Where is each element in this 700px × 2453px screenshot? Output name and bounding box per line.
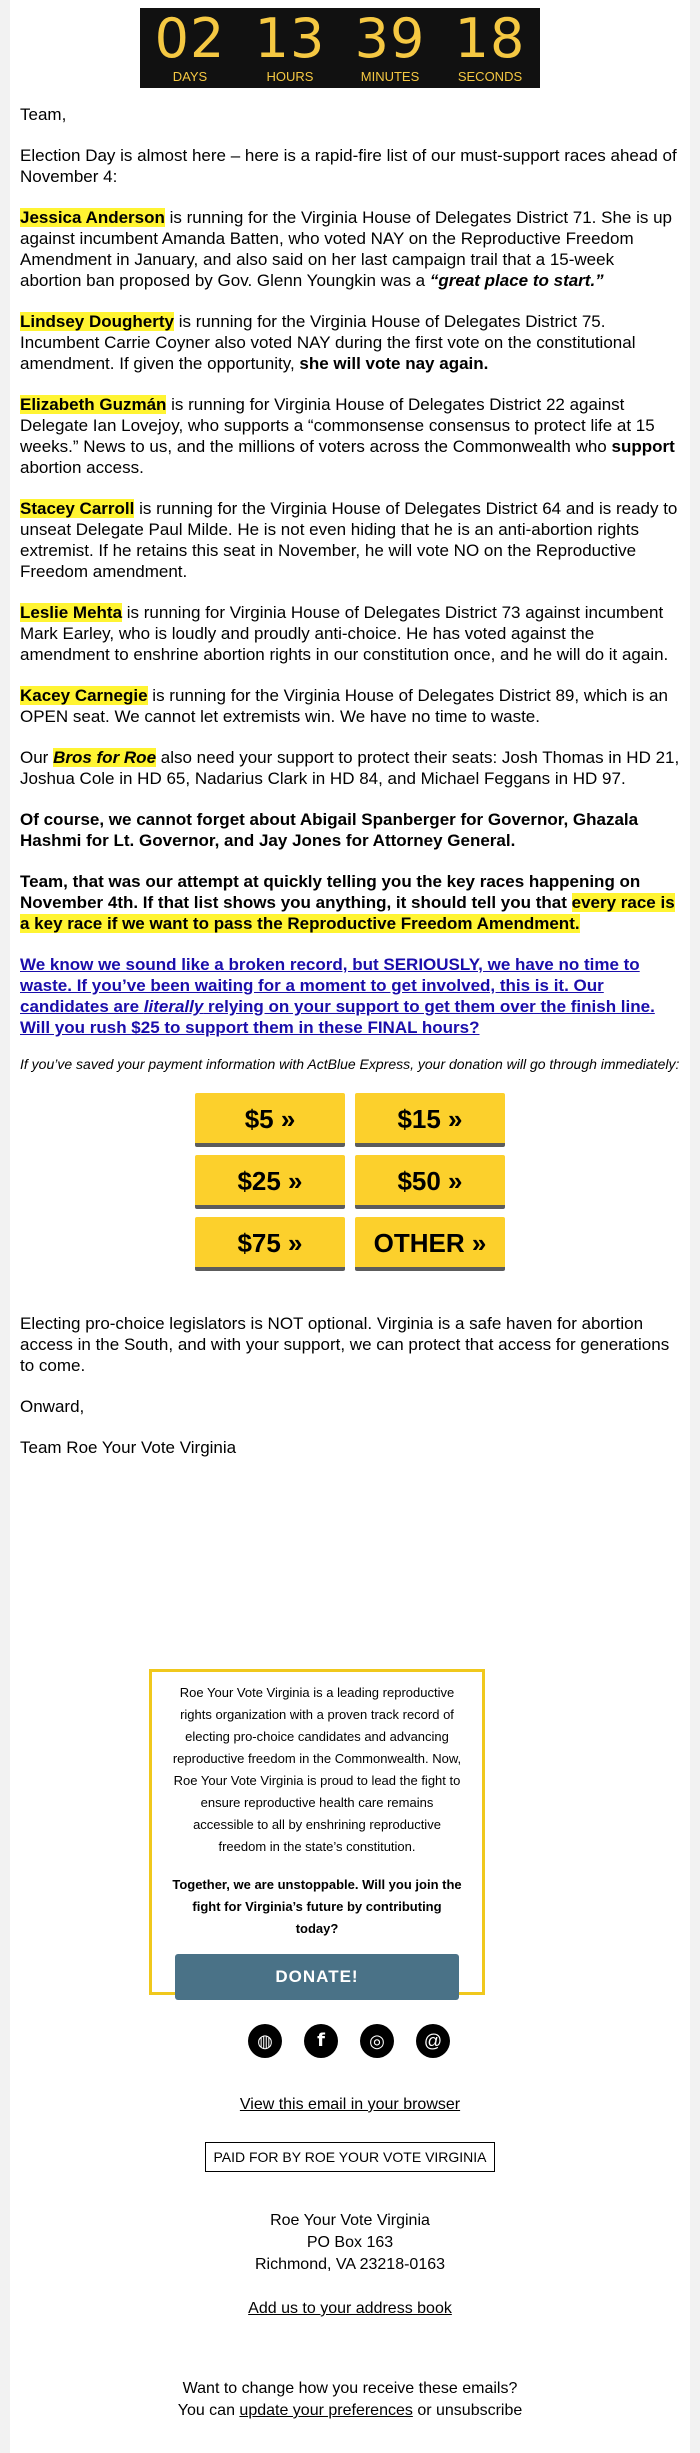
candidate-name: Jessica Anderson bbox=[20, 208, 165, 227]
bros-highlight: Bros for Roe bbox=[53, 748, 157, 767]
race-item bbox=[20, 602, 680, 665]
preferences-question: Want to change how you receive these emails? bbox=[182, 2380, 518, 2397]
race-text: is running for the Virginia House of Delegates District 71. She is up against incumbent Amanda Batten, who voted NAY on the Reproductive Freedom Amendment in January, and also said on her last campaign trail that a 15-week abortion ban proposed by Gov. Glenn Youngkin was a bbox=[20, 208, 673, 290]
signature: Team Roe Your Vote Virginia bbox=[20, 1438, 237, 1457]
countdown-days bbox=[140, 8, 240, 88]
threads-icon[interactable]: @ bbox=[416, 2024, 450, 2058]
donate-other-button[interactable]: OTHER » bbox=[355, 1217, 505, 1271]
race-item bbox=[20, 207, 680, 291]
bros-post: also need your support to protect their seats: Josh Thomas in HD 21, Joshua Cole in HD 65, Nadarius Clark in HD 84, and Michael Feggans in HD 97. bbox=[20, 748, 680, 788]
preferences-section bbox=[10, 2378, 690, 2422]
appeal-post: relying on your support to get them over the finish line. Will you rush $25 to support them in these FINAL hours? bbox=[20, 997, 655, 1037]
donate-5-button[interactable]: $5 » bbox=[195, 1093, 345, 1147]
countdown-hours bbox=[240, 8, 340, 88]
seconds-value: 18 bbox=[454, 7, 526, 70]
candidate-name: Elizabeth Guzmán bbox=[20, 395, 167, 414]
address-line: Roe Your Vote Virginia bbox=[270, 2212, 430, 2229]
instagram-icon[interactable]: ◎ bbox=[360, 2024, 394, 2058]
donate-25-button[interactable]: $25 » bbox=[195, 1155, 345, 1209]
candidate-name: Lindsey Dougherty bbox=[20, 312, 174, 331]
candidate-name: Stacey Carroll bbox=[20, 499, 135, 518]
statewide-paragraph: Of course, we cannot forget about Abigail Spanberger for Governor, Ghazala Hashmi for Lt. Governor, and Jay Jones for Attorney General. bbox=[20, 810, 639, 850]
donate-75-button[interactable]: $75 » bbox=[195, 1217, 345, 1271]
appeal-link[interactable] bbox=[20, 954, 680, 1038]
candidate-name: Kacey Carnegie bbox=[20, 686, 148, 705]
hours-value: 13 bbox=[254, 7, 326, 70]
preferences-pre: You can bbox=[177, 2402, 240, 2419]
race-text: is running for Virginia House of Delegates District 73 against incumbent Mark Earley, who is loudly and proudly anti-choice. He has voted against the amendment to enshrine abortion rights in our constitution once, and he will do it again. bbox=[20, 603, 669, 664]
mailing-address bbox=[10, 2210, 690, 2276]
paid-for-disclaimer: PAID FOR BY ROE YOUR VOTE VIRGINIA bbox=[205, 2142, 495, 2172]
summary-paragraph bbox=[20, 871, 680, 934]
race-strong: she will vote nay again. bbox=[299, 354, 489, 373]
race-quote: “great place to start.” bbox=[429, 271, 604, 290]
address-line: PO Box 163 bbox=[306, 2234, 394, 2251]
social-links bbox=[248, 2024, 452, 2064]
race-strong: support bbox=[611, 437, 675, 456]
signoff: Onward, bbox=[20, 1397, 85, 1416]
race-item bbox=[20, 311, 680, 374]
globe-icon[interactable]: ◍ bbox=[248, 2024, 282, 2058]
race-text: is running for the Virginia House of Delegates District 75. Incumbent Carrie Coyner also voted NAY during the first vote on the constitutional amendment. If given the opportunity, bbox=[20, 312, 636, 373]
bros-pre: Our bbox=[20, 748, 54, 767]
intro-paragraph: Election Day is almost here – here is a rapid-fire list of our must-support races ahead of November 4: bbox=[20, 146, 677, 186]
preferences-post: or unsubscribe bbox=[412, 2402, 523, 2419]
update-preferences-link[interactable]: update your preferences bbox=[239, 2402, 413, 2419]
appeal-pre: We know we sound like a broken record, but SERIOUSLY, we have no time to waste. If you’ve been waiting for a moment to get involved, this is it. Our candidates are bbox=[20, 955, 640, 1016]
about-text: Roe Your Vote Virginia is a leading reproductive rights organization with a proven track record of electing pro-choice candidates and advancing reproductive freedom in the Commonwealth. Now, Roe Your Vote Virginia is proud to lead the fight to ensure reproductive health care remains accessible to all by enshrining reproductive freedom in the state’s constitution. bbox=[172, 1685, 462, 1854]
race-text: is running for the Virginia House of Delegates District 64 and is ready to unseat Delegate Paul Milde. He is not even hiding that he is an anti-abortion rights extremist. If he retains this seat in November, he will vote NO on the Reproductive Freedom amendment. bbox=[20, 499, 678, 581]
closing-paragraph: Electing pro-choice legislators is NOT optional. Virginia is a safe haven for abortion access in the South, and with your support, we can protect that access for generations to come. bbox=[20, 1314, 670, 1375]
donate-50-button[interactable]: $50 » bbox=[355, 1155, 505, 1209]
about-call-to-action: Together, we are unstoppable. Will you join the fight for Virginia’s future by contributing today? bbox=[172, 1877, 462, 1936]
race-item bbox=[20, 685, 680, 727]
bros-paragraph bbox=[20, 747, 680, 789]
seconds-label: SECONDS bbox=[457, 69, 523, 84]
race-text: is running for the Virginia House of Delegates District 89, which is an OPEN seat. We cannot let extremists win. We have no time to waste. bbox=[20, 686, 668, 726]
minutes-label: MINUTES bbox=[360, 69, 420, 84]
facebook-icon[interactable]: f bbox=[304, 2024, 338, 2058]
appeal-em: literally bbox=[143, 997, 204, 1016]
email-body bbox=[20, 104, 680, 1478]
countdown-timer bbox=[140, 8, 540, 88]
race-item bbox=[20, 498, 680, 582]
minutes-value: 39 bbox=[354, 7, 426, 70]
donate-15-button[interactable]: $15 » bbox=[355, 1093, 505, 1147]
candidate-name: Leslie Mehta bbox=[20, 603, 123, 622]
view-in-browser-link[interactable]: View this email in your browser bbox=[239, 2096, 461, 2113]
address-line: Richmond, VA 23218-0163 bbox=[254, 2256, 446, 2273]
email-page bbox=[10, 0, 690, 2453]
hours-label: HOURS bbox=[266, 69, 314, 84]
summary-highlight: every race is a key race if we want to pass the Reproductive Freedom Amendment. bbox=[20, 893, 675, 933]
race-text: is running for Virginia House of Delegates District 22 against Delegate Ian Lovejoy, who supports a “commonsense consensus to protect life at 15 weeks.” News to us, and the millions of voters across the Commonwealth who bbox=[20, 395, 655, 456]
donation-button-grid bbox=[195, 1093, 505, 1283]
address-book-link[interactable]: Add us to your address book bbox=[248, 2300, 452, 2317]
days-value: 02 bbox=[154, 7, 226, 70]
appeal-link-text[interactable] bbox=[20, 955, 655, 1037]
preferences-line bbox=[10, 2400, 690, 2422]
countdown-seconds bbox=[440, 8, 540, 88]
days-label: DAYS bbox=[172, 69, 208, 84]
countdown-minutes bbox=[340, 8, 440, 88]
donate-button[interactable]: DONATE! bbox=[175, 1954, 459, 2000]
race-tail: abortion access. bbox=[20, 458, 144, 477]
race-item bbox=[20, 394, 680, 478]
about-box bbox=[149, 1669, 485, 1995]
actblue-note: If you’ve saved your payment information with ActBlue Express, your donation will go through immediately: bbox=[20, 1056, 680, 1072]
greeting: Team, bbox=[20, 105, 67, 124]
summary-pre: Team, that was our attempt at quickly telling you the key races happening on November 4th. If that list shows you anything, it should tell you that bbox=[20, 872, 641, 912]
